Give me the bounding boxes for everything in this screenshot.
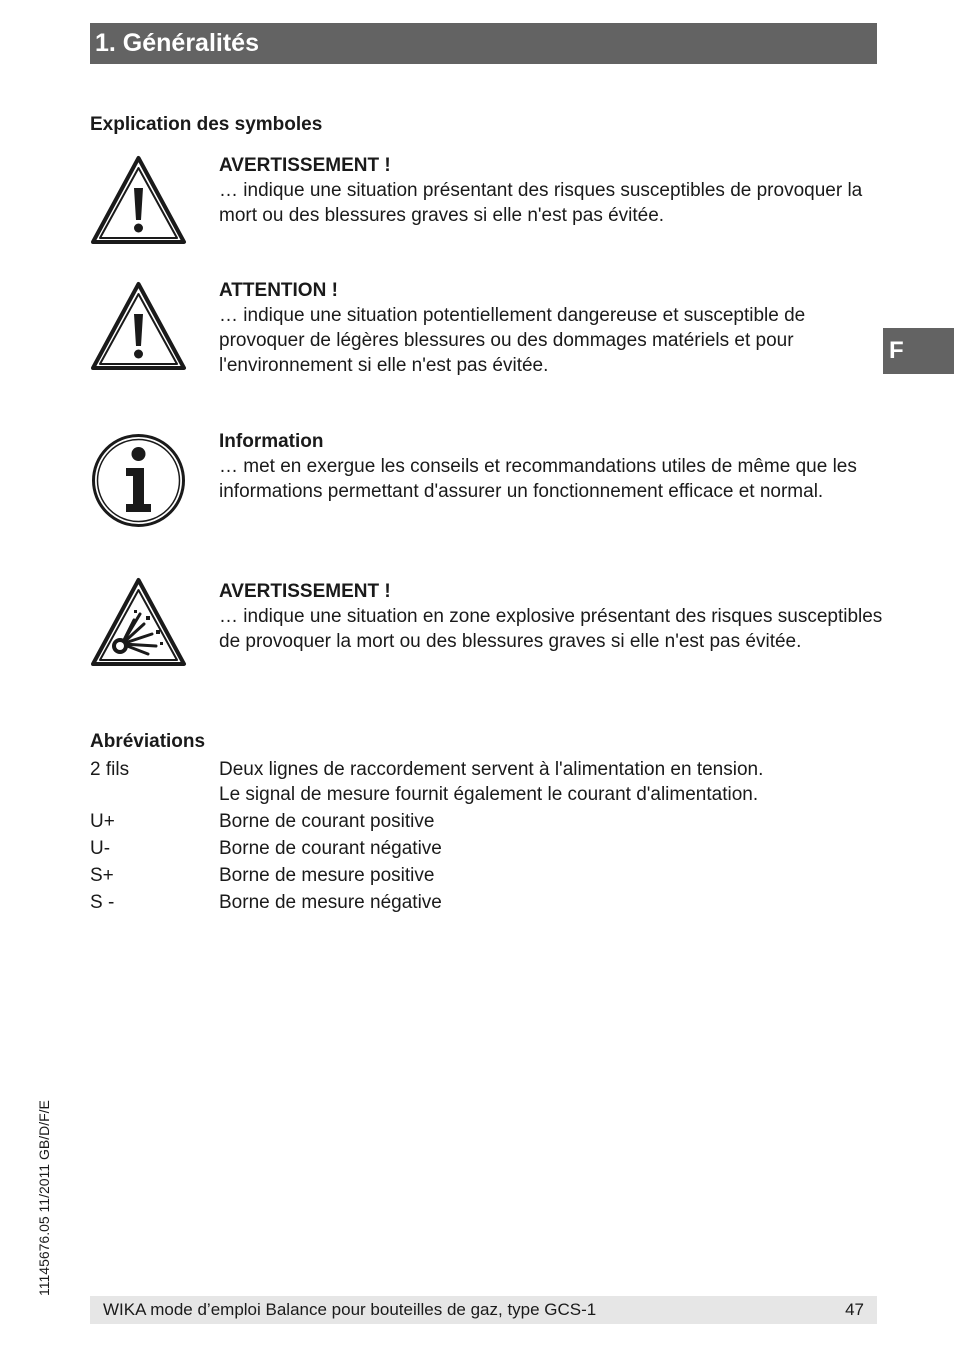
symbol-label: AVERTISSEMENT !: [219, 155, 391, 176]
abbreviation-row: [90, 890, 850, 915]
abbreviation-term: 2 fils: [90, 759, 130, 780]
abbreviation-term: U-: [90, 838, 111, 859]
abbreviation-term: S -: [90, 892, 115, 913]
explosion-hazard-icon: [90, 574, 187, 671]
abbreviation-row: [90, 757, 850, 807]
caution-triangle-icon: [90, 278, 187, 375]
symbol-explosion-block: [219, 579, 884, 654]
information-icon: [90, 432, 187, 529]
symbol-description: … indique une situation en zone explosive présentant des risques susceptibles de provoquer la mort ou des blessures graves si elle n'est pas évitée.: [219, 606, 883, 652]
symbol-description: … indique une situation présentant des risques susceptibles de provoquer la mort ou des blessures graves si elle n'est pas évitée.: [219, 180, 863, 226]
document-code: 11145676.05 11/2011 GB/D/F/E: [36, 1100, 52, 1296]
symbol-caution-block: [219, 278, 884, 378]
language-tab: [883, 328, 954, 374]
section-header: [90, 23, 877, 64]
abbreviation-definition: [219, 757, 850, 807]
symbols-heading: Explication des symboles: [90, 114, 323, 135]
symbol-warning-block: [219, 153, 884, 228]
abbreviation-definition: Borne de mesure négative: [219, 892, 442, 913]
abbreviation-row: [90, 836, 850, 861]
warning-triangle-icon: [90, 152, 187, 249]
abbreviations-table: [90, 757, 850, 917]
abbreviation-row: [90, 809, 850, 834]
abbreviation-row: [90, 863, 850, 888]
symbol-description: … indique une situation potentiellement dangereuse et susceptible de provoquer de légères blessures ou des dommages matériels et pour l'environnement si elle n'est pas évitée.: [219, 305, 806, 376]
section-title: 1. Généralités: [95, 29, 259, 57]
abbreviations-heading: Abréviations: [90, 731, 206, 752]
symbol-label: Information: [219, 431, 324, 452]
abbreviation-definition: Borne de courant négative: [219, 838, 442, 859]
symbol-information-block: [219, 429, 884, 504]
abbreviation-term: S+: [90, 865, 114, 886]
abbreviation-definition: Borne de courant positive: [219, 811, 435, 832]
symbol-label: AVERTISSEMENT !: [219, 581, 391, 602]
page-number: 47: [845, 1300, 864, 1319]
definition-line: Deux lignes de raccordement servent à l'alimentation en tension.: [219, 759, 764, 780]
definition-line: Le signal de mesure fournit également le courant d'alimentation.: [219, 784, 759, 805]
symbol-description: … met en exergue les conseils et recommandations utiles de même que les informations permettant d'assurer un fonctionnement efficace et normal.: [219, 456, 857, 502]
symbol-label: ATTENTION !: [219, 280, 338, 301]
page-footer: [90, 1296, 877, 1324]
footer-text: WIKA mode d’emploi Balance pour bouteilles de gaz, type GCS-1: [103, 1300, 597, 1319]
abbreviation-definition: Borne de mesure positive: [219, 865, 435, 886]
abbreviation-term: U+: [90, 811, 115, 832]
language-tab-label: F: [889, 337, 904, 364]
